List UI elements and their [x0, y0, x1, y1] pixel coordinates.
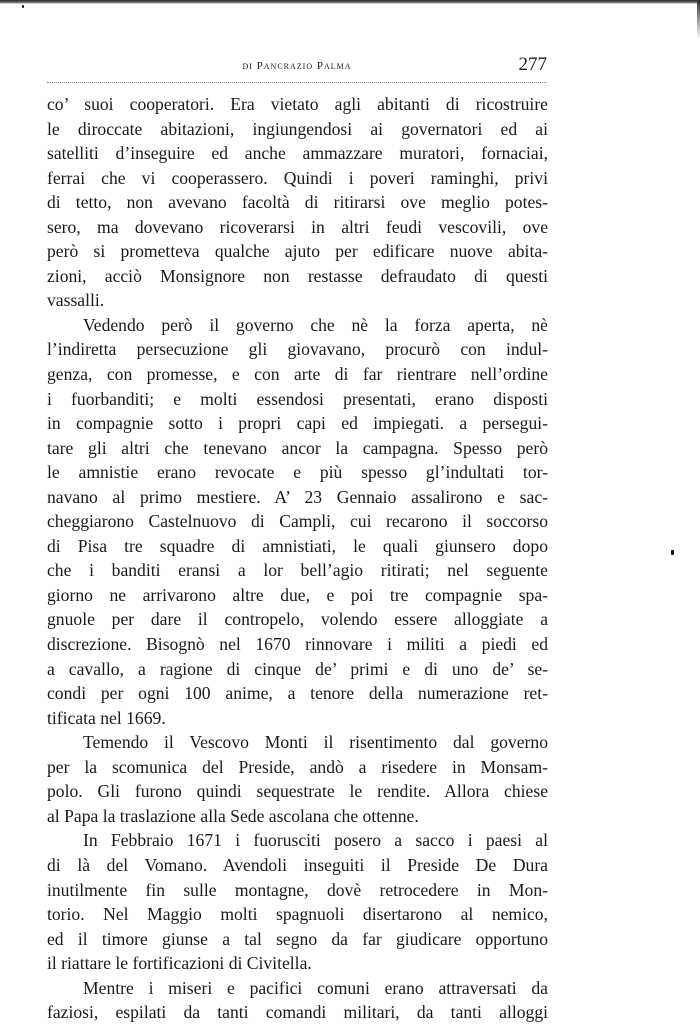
text-line: che i banditi eransi a lor bell’agio ritirati; nel seguente — [47, 560, 548, 581]
text-line: di Pisa tre squadre di amnistiati, le quali giunsero dopo — [47, 535, 548, 556]
running-head — [47, 54, 547, 80]
text-line: ferrai che vi cooperassero. Quindi i poveri raminghi, privi — [47, 167, 548, 188]
text-line: l’indiretta persecuzione gli giovavano, procurò con indul- — [47, 339, 548, 360]
text-line: di là del Vomano. Avendoli inseguiti il Preside De Dura — [47, 854, 548, 875]
text-line: satelliti d’inseguire ed anche ammazzare muratori, fornaciai, — [47, 143, 548, 164]
body-text — [47, 92, 548, 1025]
text-line: co’ suoi cooperatori. Era vietato agli abitanti di ricostruire — [47, 94, 548, 114]
text-line: genza, con promesse, e con arte di far rientrare nell’ordine — [47, 364, 548, 385]
text-line: sero, ma dovevano ricoverarsi in altri feudi vescovili, ove — [47, 216, 548, 237]
text-line: vassalli. — [47, 290, 105, 311]
text-line: tificata nel 1669. — [47, 707, 166, 728]
text-line: Temendo il Vescovo Monti il risentimento dal governo — [83, 732, 548, 753]
text-line: faziosi, espilati da tanti comandi militari, da tanti alloggi — [47, 1002, 548, 1023]
text-line: il riattare le fortificazioni di Civitella. — [47, 953, 312, 974]
text-line: ed il timore giunse a tal segno da far giudicare opportuno — [47, 928, 548, 949]
text-line: al Papa la traslazione alla Sede ascolana che ottenne. — [47, 805, 419, 826]
text-line: polo. Gli furono quindi sequestrate le rendite. Allora chiese — [47, 781, 548, 802]
scan-top-edge — [0, 0, 700, 4]
text-line: inutilmente fin sulle montagne, dovè retrocedere in Mon- — [47, 879, 548, 900]
text-line: a cavallo, a ragione di cinque de’ primi e di uno de’ se- — [47, 658, 548, 679]
text-line: Vedendo però il governo che nè la forza aperta, nè — [83, 314, 548, 335]
text-line: però si prometteva qualche ajuto per edificare nuove abita- — [47, 241, 548, 262]
text-line: tare gli altri che tenevano ancor la campagna. Spesso però — [47, 437, 548, 458]
running-title: di Pancrazio Palma — [242, 60, 352, 72]
text-line: discrezione. Bisognò nel 1670 rinnovare i militi a piedi ed — [47, 634, 548, 655]
header-dotted-rule — [47, 82, 547, 83]
text-line: per la scomunica del Preside, andò a risedere in Monsam- — [47, 756, 548, 777]
text-line: in compagnie sotto i propri capi ed impiegati. a persegui- — [47, 413, 548, 434]
text-line: le amnistie erano revocate e più spesso gl’indultati tor- — [47, 462, 548, 483]
text-line: giorno ne arrivarono altre due, e poi tre compagnie spa- — [47, 584, 548, 605]
text-line: condi per ogni 100 anime, a tenore della numerazione ret- — [47, 683, 548, 704]
text-line: i fuorbanditi; e molti essendosi presentati, erano disposti — [47, 388, 548, 409]
page-number: 277 — [518, 54, 547, 75]
text-line: navano al primo mestiere. A’ 23 Gennaio assalirono e sac- — [47, 486, 548, 507]
text-line: le diroccate abitazioni, ingiungendosi ai governatori ed ai — [47, 118, 548, 139]
text-line: cheggiarono Castelnuovo di Campli, cui recarono il soccorso — [47, 511, 548, 532]
text-line: zioni, acciò Monsignore non restasse defraudato di questi — [47, 265, 548, 286]
text-line: In Febbraio 1671 i fuorusciti posero a sacco i paesi al — [83, 830, 548, 851]
scan-speck — [671, 550, 674, 555]
text-line: torio. Nel Maggio molti spagnuoli disertarono al nemico, — [47, 904, 548, 925]
text-line: gnuole per dare il contropelo, volendo essere alloggiate a — [47, 609, 548, 630]
text-line: di tetto, non avevano facoltà di ritirarsi ove meglio potes- — [47, 192, 548, 213]
scan-speck — [22, 5, 24, 8]
text-line: Mentre i miseri e pacifici comuni erano attraversati da — [83, 977, 548, 998]
